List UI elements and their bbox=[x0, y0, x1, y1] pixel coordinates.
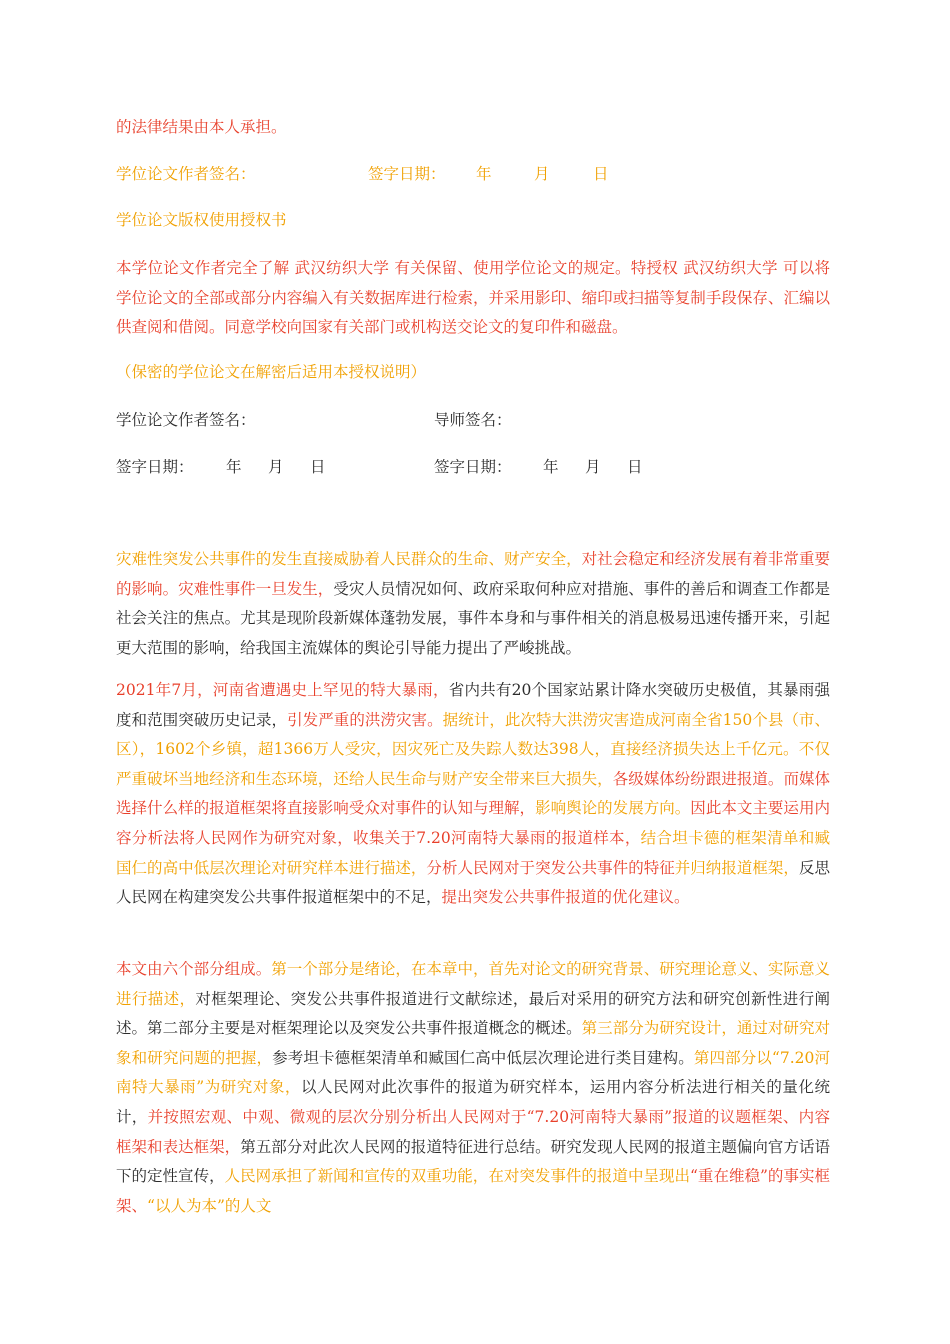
authorization-title: 学位论文版权使用授权书 bbox=[116, 211, 287, 229]
text-run: 因此本文主要运用内容分析法将人民网作为研究对象，收集关于7.20河南特大暴雨的报道样本， bbox=[116, 799, 830, 847]
declaration-month: 月 bbox=[534, 165, 550, 183]
text-run: 灾难性突发公共事件的发生直接威胁着人民群众的生命、财产安全， bbox=[116, 550, 582, 568]
text-run: “重在维稳”的事实框架、 bbox=[116, 1167, 830, 1215]
text-run: 受灾人员情况如何、政府采取何种应对措施、事件的善后和调查工作都是社会关注的焦点。尤其是现阶段新媒体蓬勃发展，事件本身和与事件相关的消息极易迅速传播开来，引起更大范围的影响，给我国主流媒体的舆论引导能力提出了严峻挑战。 bbox=[116, 579, 830, 657]
text-run: 省内共有20个国家站累计降水突破历史极值，其暴雨强度和范围突破历史记录， bbox=[116, 681, 831, 729]
text-run: 人民网承担了新闻和宣传的双重功能，在对突发事件的报道中呈现出 bbox=[224, 1167, 690, 1186]
text-run: 本文由六个部分组成。 bbox=[116, 960, 272, 978]
text-run: 反思人民网在构建突发公共事件报道框架中的不足， bbox=[116, 858, 830, 907]
text-run: 2021年7月，河南省遭遇史上罕见的特大暴雨， bbox=[116, 681, 449, 699]
authorization-author-year: 年 bbox=[226, 458, 242, 476]
text-run: 第三部分为研究设计，通过对研究对象和研究问题的把握， bbox=[116, 1019, 830, 1067]
authorization-note: （保密的学位论文在解密后适用本授权说明） bbox=[116, 363, 427, 381]
text-run: 各级媒体纷纷跟进报道。而媒体选择什么样的报道框架将直接影响受众对事件的认知与理解， bbox=[116, 769, 830, 818]
abstract-paragraph-1 bbox=[116, 545, 830, 663]
text-run: 对框架理论、突发公共事件报道进行文献综述，最后对采用的研究方法和研究创新性进行阐述。第二部分主要是对框架理论以及突发公共事件报道概念的概述。 bbox=[116, 989, 830, 1038]
text-run: 影响舆论的发展方向。 bbox=[535, 799, 691, 818]
text-run: 并按照宏观、中观、微观的层次分别分析出人民网对于“7.20河南特大暴雨”报道的议题框架、内容框架和表达框架， bbox=[116, 1107, 830, 1156]
text-run: 对社会稳定和经济发展有着非常重要的影响。灾难性事件一旦发生， bbox=[116, 550, 830, 598]
abstract-paragraph-3 bbox=[116, 955, 830, 1221]
authorization-author-day: 日 bbox=[310, 458, 326, 476]
declaration-date-label: 签字日期： bbox=[368, 165, 446, 183]
text-run: 以人民网对此次事件的报道为研究样本，运用内容分析法进行相关的量化统计， bbox=[116, 1078, 830, 1126]
declaration-year: 年 bbox=[476, 165, 492, 183]
text-run: “以人为本”的人文 bbox=[147, 1196, 272, 1215]
declaration-author-sign-label: 学位论文作者签名： bbox=[116, 165, 256, 183]
declaration-day: 日 bbox=[593, 165, 609, 183]
text-run: 第一个部分是绪论，在本章中，首先对论文的研究背景、研究理论意义、实际意义进行描述， bbox=[116, 960, 830, 1008]
text-run: 参考坦卡德框架清单和臧国仁高中低层次理论进行类目建构。 bbox=[272, 1048, 694, 1067]
authorization-author-sign-label: 学位论文作者签名： bbox=[116, 411, 256, 429]
text-run: 引发严重的洪涝灾害。 bbox=[287, 710, 443, 729]
text-run: 据统计，此次特大洪涝灾害造成河南全省150个县（市、区），1602个乡镇，超1366万人受灾，因灾死亡及失踪人数达398人，直接经济损失达上千亿元。 bbox=[116, 710, 830, 759]
text-run: 提出突发公共事件报道的优化建议。 bbox=[441, 888, 690, 907]
authorization-advisor-year: 年 bbox=[543, 458, 559, 476]
text-run: 并归纳报道框架， bbox=[674, 858, 799, 877]
text-run: 第四部分以“7.20河南特大暴雨”为研究对象， bbox=[116, 1048, 830, 1097]
abstract-paragraph-2 bbox=[116, 676, 830, 913]
authorization-advisor-date-label: 签字日期： bbox=[434, 458, 512, 476]
declaration-tail: 的法律结果由本人承担。 bbox=[116, 118, 287, 136]
authorization-author-date-label: 签字日期： bbox=[116, 458, 194, 476]
text-run: 分析人民网对于突发公共事件的特征 bbox=[426, 858, 675, 877]
text-run: 结合坦卡德的框架清单和臧国仁的高中低层次理论对研究样本进行描述， bbox=[116, 828, 830, 877]
authorization-author-month: 月 bbox=[268, 458, 284, 476]
text-run: 不仅严重破坏当地经济和生态环境，还给人民生命与财产安全带来巨大损失， bbox=[116, 740, 830, 788]
authorization-advisor-sign-label: 导师签名： bbox=[434, 411, 512, 429]
text-run: 第五部分对此次人民网的报道特征进行总结。研究发现人民网的报道主题偏向官方话语下的定性宣传， bbox=[116, 1137, 830, 1186]
authorization-body: 本学位论文作者完全了解 武汉纺织大学 有关保留、使用学位论文的规定。特授权 武汉纺织大学 可以将学位论文的全部或部分内容编入有关数据库进行检索，并采用影印、缩印或扫描等复制手段保存、汇编以供查阅和借阅。同意学校向国家有关部门或机构送交论文的复印件和磁盘。 bbox=[116, 259, 830, 337]
authorization-advisor-day: 日 bbox=[627, 458, 643, 476]
authorization-advisor-month: 月 bbox=[585, 458, 601, 476]
